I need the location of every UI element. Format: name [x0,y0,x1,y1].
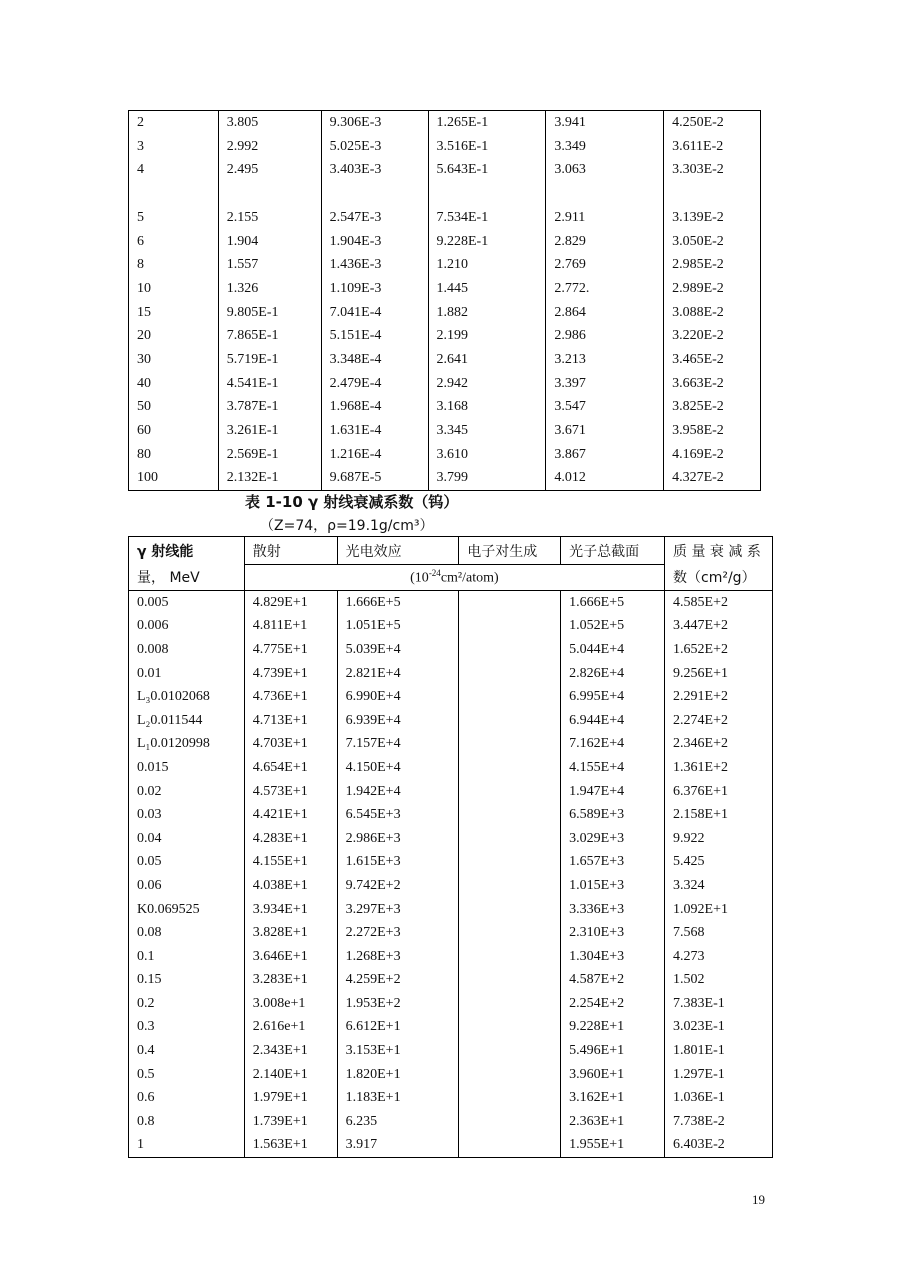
table-cell: 3.023E-1 [665,1016,773,1040]
table-cell: 3.960E+1 [561,1063,665,1087]
table-cell [459,709,561,733]
table-cell: 3.162E+1 [561,1086,665,1110]
table-cell [459,662,561,686]
table-cell: 40 [129,372,219,396]
table-cell: 3.799 [428,467,546,491]
table-cell: 3.283E+1 [244,969,337,993]
table-cell: 2.911 [546,206,664,230]
table-cell [459,1063,561,1087]
header-total-cross-section: 光子总截面 [561,537,665,565]
table-cell: 0.06 [129,874,245,898]
table-row [129,443,761,467]
table-subcaption: （Z=74，ρ=19.1g/cm³） [260,518,434,534]
table-cell: 3.139E-2 [664,206,761,230]
table-cell: 1.183E+1 [337,1086,459,1110]
table-cell: 9.687E-5 [321,467,428,491]
table-cell: 2.829 [546,230,664,254]
table-cell: 6.939E+4 [337,709,459,733]
table-cell: 9.742E+2 [337,874,459,898]
table-cell: 60 [129,419,219,443]
table-cell [321,182,428,206]
table-row [129,1063,773,1087]
table-cell: 1.304E+3 [561,945,665,969]
table-cell [459,1039,561,1063]
table-cell: 20 [129,325,219,349]
table-cell: 2.942 [428,372,546,396]
table-cell: 4.012 [546,467,664,491]
table-cell: 3.029E+3 [561,827,665,851]
table-cell: 3.336E+3 [561,898,665,922]
table-row [129,348,761,372]
table-cell: 5.025E-3 [321,135,428,159]
table-cell: 1.666E+5 [561,591,665,615]
table-row [129,638,773,662]
table-cell: 3.941 [546,111,664,135]
table-cell [129,182,219,206]
table-cell [459,921,561,945]
table-row [129,1110,773,1134]
table-row [129,945,773,969]
table-cell [459,1086,561,1110]
table-cell: 1.210 [428,253,546,277]
header-pair-production: 电子对生成 [459,537,561,565]
table-cell: 4 [129,158,219,182]
unit-prefix: (10 [410,570,429,586]
table-cell: 1.092E+1 [665,898,773,922]
table-cell: 4.541E-1 [218,372,321,396]
table-cell: 3.008e+1 [244,992,337,1016]
table-cell [459,638,561,662]
table-row [129,1086,773,1110]
table-cell: 2.495 [218,158,321,182]
table-cell: 9.228E-1 [428,230,546,254]
table-cell: 4.327E-2 [664,467,761,491]
table-cell [459,969,561,993]
table-cell: 3.611E-2 [664,135,761,159]
table-cell [459,874,561,898]
table-cell: 3.168 [428,396,546,420]
header-energy [129,537,245,565]
table-cell [459,1110,561,1134]
table-cell: 3.825E-2 [664,396,761,420]
header-energy-line1: γ 射线能 [137,543,194,560]
table-row [129,230,761,254]
table-cell: 6.995E+4 [561,685,665,709]
table-cell: 1.051E+5 [337,615,459,639]
table-cell: 4.736E+1 [244,685,337,709]
table-cell: 0.8 [129,1110,245,1134]
table-cell: 1.904 [218,230,321,254]
table-cell: 9.306E-3 [321,111,428,135]
table-cell: 2.363E+1 [561,1110,665,1134]
table-cell: L₂0.011544 [129,709,245,733]
table-cell: 5.643E-1 [428,158,546,182]
table-cell: 3.349 [546,135,664,159]
table-cell: 9.256E+1 [665,662,773,686]
table-cell: 1.882 [428,301,546,325]
table-cell: 9.805E-1 [218,301,321,325]
table-cell: 2.343E+1 [244,1039,337,1063]
table-cell: 1.109E-3 [321,277,428,301]
table-cell: 1.268E+3 [337,945,459,969]
unit-exponent: -24 [428,568,441,579]
table-cell [664,182,761,206]
table-cell: 6.403E-2 [665,1134,773,1158]
table-cell: 7.157E+4 [337,733,459,757]
table-cell: 3.516E-1 [428,135,546,159]
table-cell: 3.805 [218,111,321,135]
table-cell: 2.569E-1 [218,443,321,467]
page-number: 19 [752,1192,765,1207]
table-cell: 4.587E+2 [561,969,665,993]
table-cell: 3.828E+1 [244,921,337,945]
table-cell: 1.036E-1 [665,1086,773,1110]
unit-suffix: cm²/atom) [440,570,499,586]
table-cell: 2.155 [218,206,321,230]
table-row [129,851,773,875]
table-row [129,277,761,301]
table-cell [459,803,561,827]
table-cell: 2.310E+3 [561,921,665,945]
table-row [129,921,773,945]
header-photoelectric: 光电效应 [337,537,459,565]
table-cell: 4.155E+1 [244,851,337,875]
table-cell: 2.346E+2 [665,733,773,757]
table-cell: 5.039E+4 [337,638,459,662]
table-row [129,709,773,733]
table-cell: 2.479E-4 [321,372,428,396]
table-cell: 2.132E-1 [218,467,321,491]
table-cell [459,780,561,804]
table-cell: 1.652E+2 [665,638,773,662]
table-cell: 5.719E-1 [218,348,321,372]
table-cell: 2.291E+2 [665,685,773,709]
table-cell: 0.3 [129,1016,245,1040]
table-cell: 7.534E-1 [428,206,546,230]
table-row [129,372,761,396]
table-row [129,803,773,827]
table-cell [459,685,561,709]
table-cell: 1.968E-4 [321,396,428,420]
table-cell: 3.671 [546,419,664,443]
table-row [129,969,773,993]
table-cell: 7.383E-1 [665,992,773,1016]
table-cell: 1.502 [665,969,773,993]
table-cell: 1.216E-4 [321,443,428,467]
table-cell: 0.05 [129,851,245,875]
table-row [129,591,773,615]
table-cell: 4.573E+1 [244,780,337,804]
table-cell: 3.345 [428,419,546,443]
table-cell: 7.865E-1 [218,325,321,349]
table-cell: 4.829E+1 [244,591,337,615]
table-row [129,992,773,1016]
table-cell: 5 [129,206,219,230]
table-cell: 3.050E-2 [664,230,761,254]
table-cell: 9.922 [665,827,773,851]
table-cell [459,1016,561,1040]
table-cell: 4.775E+1 [244,638,337,662]
table-cell: 80 [129,443,219,467]
table-row [129,325,761,349]
table-cell: 6.990E+4 [337,685,459,709]
table-cell: 2.826E+4 [561,662,665,686]
table-cell: 4.421E+1 [244,803,337,827]
table-cell: K0.069525 [129,898,245,922]
table-cell: 30 [129,348,219,372]
table-cell: 5.425 [665,851,773,875]
table-cell: 0.15 [129,969,245,993]
table-cell: 2.616e+1 [244,1016,337,1040]
table-row [129,756,773,780]
table-cell: 3 [129,135,219,159]
table-cell: 1.657E+3 [561,851,665,875]
table-cell: 2.272E+3 [337,921,459,945]
header-cross-section-unit [244,565,664,591]
table-cell: 5.496E+1 [561,1039,665,1063]
table-cell: 2.199 [428,325,546,349]
table-cell: 2.986E+3 [337,827,459,851]
table-cell: 3.958E-2 [664,419,761,443]
table-cell: 4.259E+2 [337,969,459,993]
table-cell: 6 [129,230,219,254]
table-row [129,1039,773,1063]
table-cell: 3.213 [546,348,664,372]
table-cell: 7.738E-2 [665,1110,773,1134]
table-row [129,1134,773,1158]
table-cell: 4.250E-2 [664,111,761,135]
header-scatter: 散射 [244,537,337,565]
table-cell: 0.5 [129,1063,245,1087]
table-cell: 1.563E+1 [244,1134,337,1158]
table-cell [459,945,561,969]
table-row [129,827,773,851]
table-cell: 2.986 [546,325,664,349]
table-cell: 1.942E+4 [337,780,459,804]
table-row [129,780,773,804]
table-row [129,111,761,135]
table-cell: 9.228E+1 [561,1016,665,1040]
table-cell: 1.557 [218,253,321,277]
table-cell: 3.663E-2 [664,372,761,396]
table-cell: 5.044E+4 [561,638,665,662]
table-cell: 3.220E-2 [664,325,761,349]
table-cell: 0.006 [129,615,245,639]
table-cell [459,615,561,639]
table-row [129,253,761,277]
table-cell: 1.436E-3 [321,253,428,277]
table-cell: 6.589E+3 [561,803,665,827]
table-cell: 2.641 [428,348,546,372]
table-cell: 1.015E+3 [561,874,665,898]
table-row [129,301,761,325]
table-cell: 3.867 [546,443,664,467]
table-cell: 1.265E-1 [428,111,546,135]
previous-table-continuation [128,110,761,491]
header-mass-attenuation [665,537,773,565]
table-cell: 2.772. [546,277,664,301]
table-cell: 1.052E+5 [561,615,665,639]
table-cell: 4.811E+1 [244,615,337,639]
table-cell: 1.947E+4 [561,780,665,804]
table-row [129,419,761,443]
table-cell: 1.666E+5 [337,591,459,615]
table-cell: 4.150E+4 [337,756,459,780]
table-cell: 1.739E+1 [244,1110,337,1134]
table-cell: 0.1 [129,945,245,969]
table-cell: 1.445 [428,277,546,301]
table-cell: 0.03 [129,803,245,827]
table-cell [459,756,561,780]
table-cell: 3.547 [546,396,664,420]
table-cell: 6.612E+1 [337,1016,459,1040]
table-cell: 4.713E+1 [244,709,337,733]
table-cell: 3.303E-2 [664,158,761,182]
table-row [129,467,761,491]
table-cell: 3.261E-1 [218,419,321,443]
table-cell: 3.447E+2 [665,615,773,639]
table-cell [459,851,561,875]
table-cell [459,898,561,922]
table-cell: 100 [129,467,219,491]
table-cell: 1.979E+1 [244,1086,337,1110]
table-cell: 2.821E+4 [337,662,459,686]
table-row [129,615,773,639]
table-cell: 1.631E-4 [321,419,428,443]
table-cell: 3.934E+1 [244,898,337,922]
table-cell: 1.326 [218,277,321,301]
table-cell: 4.703E+1 [244,733,337,757]
table-cell: 0.4 [129,1039,245,1063]
table-cell: 3.610 [428,443,546,467]
table-cell [459,1134,561,1158]
table-cell: 7.568 [665,921,773,945]
table-cell: 4.273 [665,945,773,969]
table-cell: 1.820E+1 [337,1063,459,1087]
table-cell: 4.585E+2 [665,591,773,615]
table-row [129,135,761,159]
table-cell [459,827,561,851]
table-cell: 1 [129,1134,245,1158]
table-cell: 2.254E+2 [561,992,665,1016]
header-mass-unit: 数（cm²/g） [665,565,773,591]
table-cell [218,182,321,206]
table-cell: 6.944E+4 [561,709,665,733]
table-cell: 7.041E-4 [321,301,428,325]
table-cell: 10 [129,277,219,301]
table-cell [459,591,561,615]
table-cell: 1.361E+2 [665,756,773,780]
table-caption: 表 1-10 γ 射线衰减系数（钨） [245,493,459,511]
table-cell: 2.985E-2 [664,253,761,277]
table-cell: 4.739E+1 [244,662,337,686]
table-cell: 6.545E+3 [337,803,459,827]
table-cell: 2.158E+1 [665,803,773,827]
table-cell: 0.08 [129,921,245,945]
table-cell: 3.297E+3 [337,898,459,922]
table-cell: 3.646E+1 [244,945,337,969]
attenuation-table [128,536,773,1158]
table-row [129,874,773,898]
table-cell [459,733,561,757]
table-cell: 50 [129,396,219,420]
table-cell: 2.769 [546,253,664,277]
table-cell: 4.038E+1 [244,874,337,898]
table-cell: 8 [129,253,219,277]
table-cell: 3.324 [665,874,773,898]
header-mass-line1: 质 量 衰 减 系 [673,543,761,560]
table-row [129,685,773,709]
table-cell: 3.917 [337,1134,459,1158]
table-cell: 0.6 [129,1086,245,1110]
table-cell: 0.01 [129,662,245,686]
table-cell: 0.015 [129,756,245,780]
table-cell: 2.864 [546,301,664,325]
table-cell: 0.02 [129,780,245,804]
table-cell: 0.04 [129,827,245,851]
table-cell: 1.615E+3 [337,851,459,875]
table-cell: 5.151E-4 [321,325,428,349]
table-cell: 2.547E-3 [321,206,428,230]
table-cell [459,992,561,1016]
table-cell: 3.403E-3 [321,158,428,182]
table-cell: 3.465E-2 [664,348,761,372]
table-cell: 6.235 [337,1110,459,1134]
table-row [129,158,761,182]
table-cell: 0.005 [129,591,245,615]
table-cell: 3.787E-1 [218,396,321,420]
table-cell: 0.008 [129,638,245,662]
table-row [129,1016,773,1040]
table-cell: 2 [129,111,219,135]
table-cell: 15 [129,301,219,325]
table-cell: 3.088E-2 [664,301,761,325]
table-cell: 4.169E-2 [664,443,761,467]
table-cell: 3.397 [546,372,664,396]
table-cell: 1.953E+2 [337,992,459,1016]
table-cell: 6.376E+1 [665,780,773,804]
table-cell: 1.904E-3 [321,230,428,254]
table-cell: 4.155E+4 [561,756,665,780]
table-row [129,396,761,420]
table-cell: 2.274E+2 [665,709,773,733]
table-row [129,898,773,922]
table-cell: 1.955E+1 [561,1134,665,1158]
table-cell [428,182,546,206]
table-row [129,182,761,206]
table-row [129,733,773,757]
table-cell: 7.162E+4 [561,733,665,757]
table-row [129,662,773,686]
table-cell: 2.992 [218,135,321,159]
table-cell: 3.348E-4 [321,348,428,372]
table-cell: 4.283E+1 [244,827,337,851]
table-cell: 2.140E+1 [244,1063,337,1087]
table-cell: L₁0.0120998 [129,733,245,757]
table-cell: L₃0.0102068 [129,685,245,709]
table-cell: 0.2 [129,992,245,1016]
table-cell: 3.063 [546,158,664,182]
table-cell: 4.654E+1 [244,756,337,780]
header-energy-unit: 量， MeV [129,565,245,591]
table-row [129,206,761,230]
table-cell: 2.989E-2 [664,277,761,301]
table-cell: 1.801E-1 [665,1039,773,1063]
table-cell: 3.153E+1 [337,1039,459,1063]
table-cell: 1.297E-1 [665,1063,773,1087]
table-cell [546,182,664,206]
